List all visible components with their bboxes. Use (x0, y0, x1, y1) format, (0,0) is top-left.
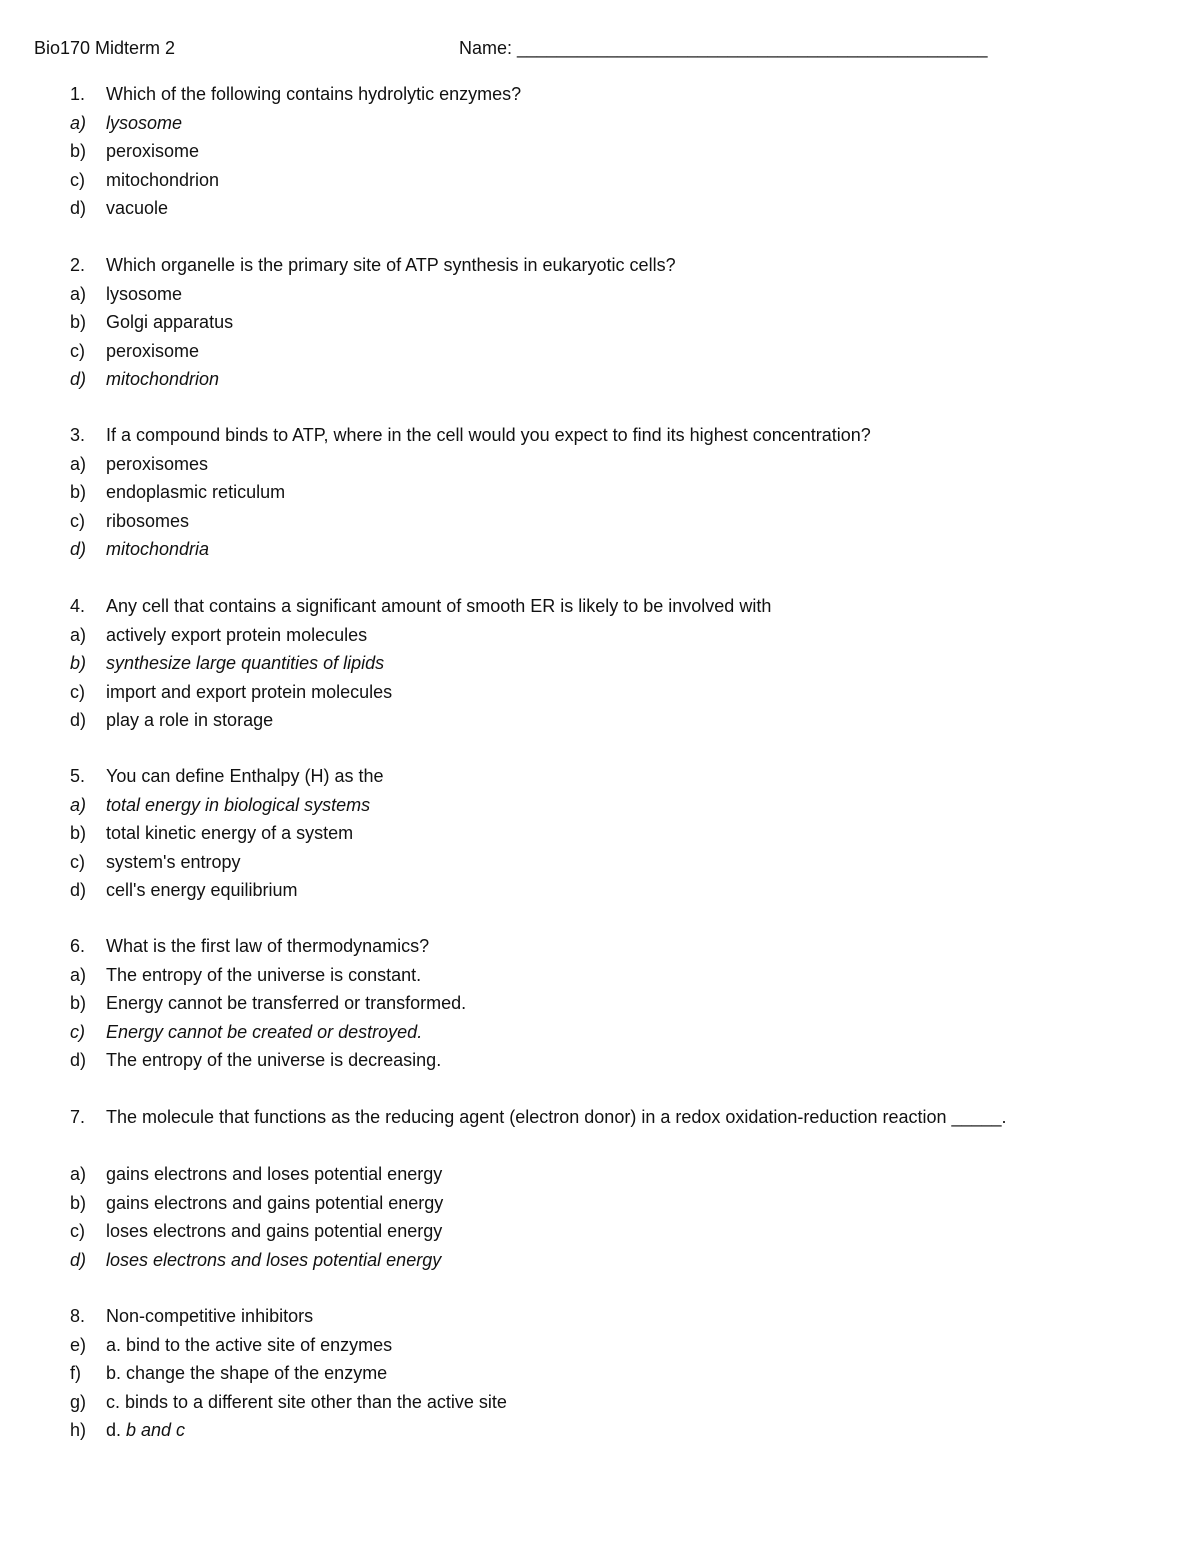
choice-d (0, 365, 1200, 394)
choice-text: vacuole (106, 198, 169, 218)
choice-letter: b) (70, 993, 87, 1013)
choice-letter: a) (70, 964, 87, 985)
question-text: You can define Enthalpy (H) as the (106, 766, 384, 786)
choice-text: The entropy of the universe is decreasing. (106, 1050, 442, 1070)
choice-text: ribosomes (106, 510, 190, 531)
choice-letter: f) (70, 1363, 81, 1383)
choice-text: a. bind to the active site of enzymes (106, 1334, 393, 1355)
choice-letter: c) (70, 169, 85, 190)
question-text: Which organelle is the primary site of ATP synthesis in eukaryotic cells? (106, 255, 676, 275)
choice-text: mitochondria (106, 539, 210, 559)
choice-text: peroxisomes (106, 453, 209, 474)
name-field: Name: _______________________________________________ (459, 38, 988, 58)
choice-letter: d) (70, 880, 87, 900)
question-3 (0, 421, 1200, 564)
choice-letter: c) (70, 1221, 85, 1241)
choice-a (0, 280, 1200, 309)
choice-e (0, 1331, 1200, 1360)
choice-a (0, 961, 1200, 990)
choice-text: c. binds to a different site other than the active site (106, 1391, 507, 1412)
choice-text: lysosome (106, 283, 183, 304)
choice-b (0, 989, 1200, 1018)
question-text: The molecule that functions as the reducing agent (electron donor) in a redox oxidation-reduction reaction _____. (106, 1107, 1007, 1127)
question-4 (0, 592, 1200, 735)
choice-letter: d) (70, 1249, 87, 1270)
choice-text: Energy cannot be transferred or transformed. (106, 993, 467, 1013)
question-number: 4. (70, 596, 86, 616)
question-6 (0, 932, 1200, 1075)
choice-letter: a) (70, 1164, 87, 1184)
choice-letter: b) (70, 141, 87, 161)
choice-d (0, 1046, 1200, 1075)
choice-text: lysosome (106, 112, 183, 133)
choice-letter: a) (70, 794, 87, 815)
choice-text: The entropy of the universe is constant. (106, 964, 422, 985)
question-5 (0, 762, 1200, 905)
choice-text: import and export protein molecules (106, 681, 393, 702)
choice-text: total energy in biological systems (106, 794, 371, 815)
choice-c (0, 678, 1200, 707)
choice-a (0, 1160, 1200, 1189)
choice-letter: d) (70, 369, 87, 389)
choice-letter: c) (70, 340, 85, 361)
choice-letter: b) (70, 482, 87, 502)
choice-letter: d) (70, 198, 87, 218)
question-number: 5. (70, 766, 86, 786)
choice-text: b and c (126, 1420, 186, 1440)
choice-text: mitochondrion (106, 369, 220, 389)
choice-letter: g) (70, 1391, 87, 1412)
choice-text: endoplasmic reticulum (106, 482, 286, 502)
choice-letter: c) (70, 510, 85, 531)
choice-a (0, 621, 1200, 650)
choice-d (0, 535, 1200, 564)
choice-letter: a) (70, 624, 87, 645)
choice-d (0, 1246, 1200, 1275)
choice-letter: c) (70, 681, 85, 702)
choice-b (0, 649, 1200, 678)
choice-text: peroxisome (106, 340, 200, 361)
choice-text: system's entropy (106, 851, 241, 872)
choice-b (0, 308, 1200, 337)
choice-a (0, 450, 1200, 479)
choice-letter: c) (70, 1021, 85, 1042)
choice-letter: d) (70, 539, 87, 559)
question-2 (0, 251, 1200, 394)
choice-letter: a) (70, 453, 87, 474)
choice-d (0, 194, 1200, 223)
choice-text: peroxisome (106, 141, 200, 161)
question-7 (0, 1103, 1200, 1274)
choice-letter: b) (70, 653, 87, 673)
choice-text: Golgi apparatus (106, 312, 234, 332)
choice-text: cell's energy equilibrium (106, 880, 298, 900)
choice-letter: b) (70, 823, 87, 843)
choice-letter: a) (70, 283, 87, 304)
choice-c (0, 166, 1200, 195)
choice-letter: e) (70, 1334, 87, 1355)
choice-b (0, 478, 1200, 507)
question-text: What is the first law of thermodynamics? (106, 936, 430, 956)
choice-d (0, 706, 1200, 735)
choice-letter: b) (70, 312, 87, 332)
question-text: Which of the following contains hydrolytic enzymes? (106, 84, 522, 104)
choice-text: synthesize large quantities of lipids (106, 653, 385, 673)
choice-text: b. change the shape of the enzyme (106, 1363, 388, 1383)
question-text: Any cell that contains a significant amount of smooth ER is likely to be involved with (106, 596, 772, 616)
choice-f (0, 1359, 1200, 1388)
choice-b (0, 137, 1200, 166)
choice-g (0, 1388, 1200, 1417)
question-number: 2. (70, 255, 86, 275)
choice-c (0, 1217, 1200, 1246)
choice-text: total kinetic energy of a system (106, 823, 354, 843)
question-number: 6. (70, 936, 86, 956)
choice-b (0, 1189, 1200, 1218)
choice-prefix: d. (106, 1420, 127, 1440)
choice-letter: a) (70, 112, 87, 133)
choice-letter: b) (70, 1192, 87, 1213)
question-number: 1. (70, 84, 86, 104)
choice-c (0, 848, 1200, 877)
choice-letter: c) (70, 851, 85, 872)
choice-letter: d) (70, 710, 87, 730)
question-number: 3. (70, 425, 86, 445)
choice-letter: h) (70, 1420, 87, 1440)
choice-text: play a role in storage (106, 710, 274, 730)
choice-b (0, 819, 1200, 848)
choice-text: loses electrons and loses potential energy (106, 1249, 442, 1270)
choice-text: gains electrons and loses potential energy (106, 1164, 443, 1184)
choice-a (0, 791, 1200, 820)
question-8 (0, 1302, 1200, 1445)
choice-c (0, 507, 1200, 536)
choice-letter: d) (70, 1050, 87, 1070)
question-number: 7. (70, 1107, 86, 1127)
choice-text: actively export protein molecules (106, 624, 368, 645)
choice-text: mitochondrion (106, 169, 220, 190)
choice-h (0, 1416, 1200, 1445)
choice-text: loses electrons and gains potential energy (106, 1221, 443, 1241)
choice-c (0, 337, 1200, 366)
choice-a (0, 109, 1200, 138)
course-title: Bio170 Midterm 2 (34, 38, 176, 58)
choice-c (0, 1018, 1200, 1047)
choice-text: gains electrons and gains potential energy (106, 1192, 444, 1213)
question-1 (0, 80, 1200, 223)
choice-d (0, 876, 1200, 905)
question-text: If a compound binds to ATP, where in the cell would you expect to find its highest concentration? (106, 425, 871, 445)
question-number: 8. (70, 1306, 86, 1326)
question-text: Non-competitive inhibitors (106, 1306, 314, 1326)
choice-text: Energy cannot be created or destroyed. (106, 1021, 423, 1042)
